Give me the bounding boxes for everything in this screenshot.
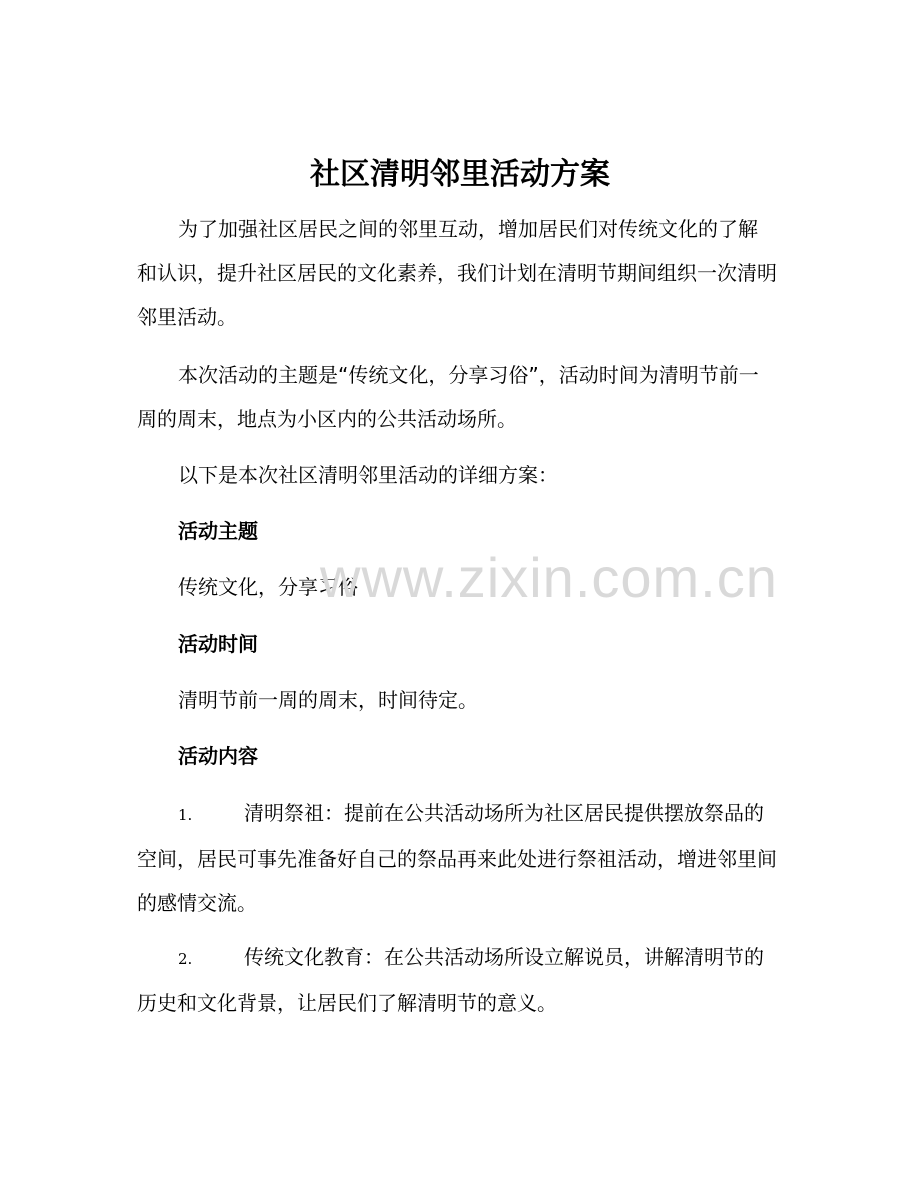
list-number: 2. [178,950,193,968]
list-item-text: 清明祭祖：提前在公共活动场所为社区居民提供摆放祭品的空间，居民可事先准备好自己的祭品再来此处进行祭祖活动，增进邻里间的感情交流。 [137,801,777,915]
watermark-text: www.zixin.com.cn [320,546,778,609]
section-heading-content: 活动内容 [178,744,258,768]
list-item-2 [137,935,777,1025]
document-title: 社区清明邻里活动方案 [310,157,610,192]
section-text-time: 清明节前一周的周末，时间待定。 [178,688,478,712]
list-number: 1. [178,806,193,824]
list-item-1 [137,791,777,925]
section-heading-theme: 活动主题 [178,519,258,543]
section-heading-time: 活动时间 [178,632,258,656]
intro-paragraph-2: 本次活动的主题是“传统文化，分享习俗”，活动时间为清明节前一周的周末，地点为小区内的公共活动场所。 [137,363,759,431]
intro-paragraph-1: 为了加强社区居民之间的邻里互动，增加居民们对传统文化的了解和认识，提升社区居民的文化素养，我们计划在清明节期间组织一次清明邻里活动。 [137,217,777,329]
list-item-text: 传统文化教育：在公共活动场所设立解说员，讲解清明节的历史和文化背景，让居民们了解清明节的意义。 [137,945,764,1015]
intro-paragraph-3: 以下是本次社区清明邻里活动的详细方案： [178,463,558,487]
section-text-theme: 传统文化，分享习俗 [178,575,358,599]
